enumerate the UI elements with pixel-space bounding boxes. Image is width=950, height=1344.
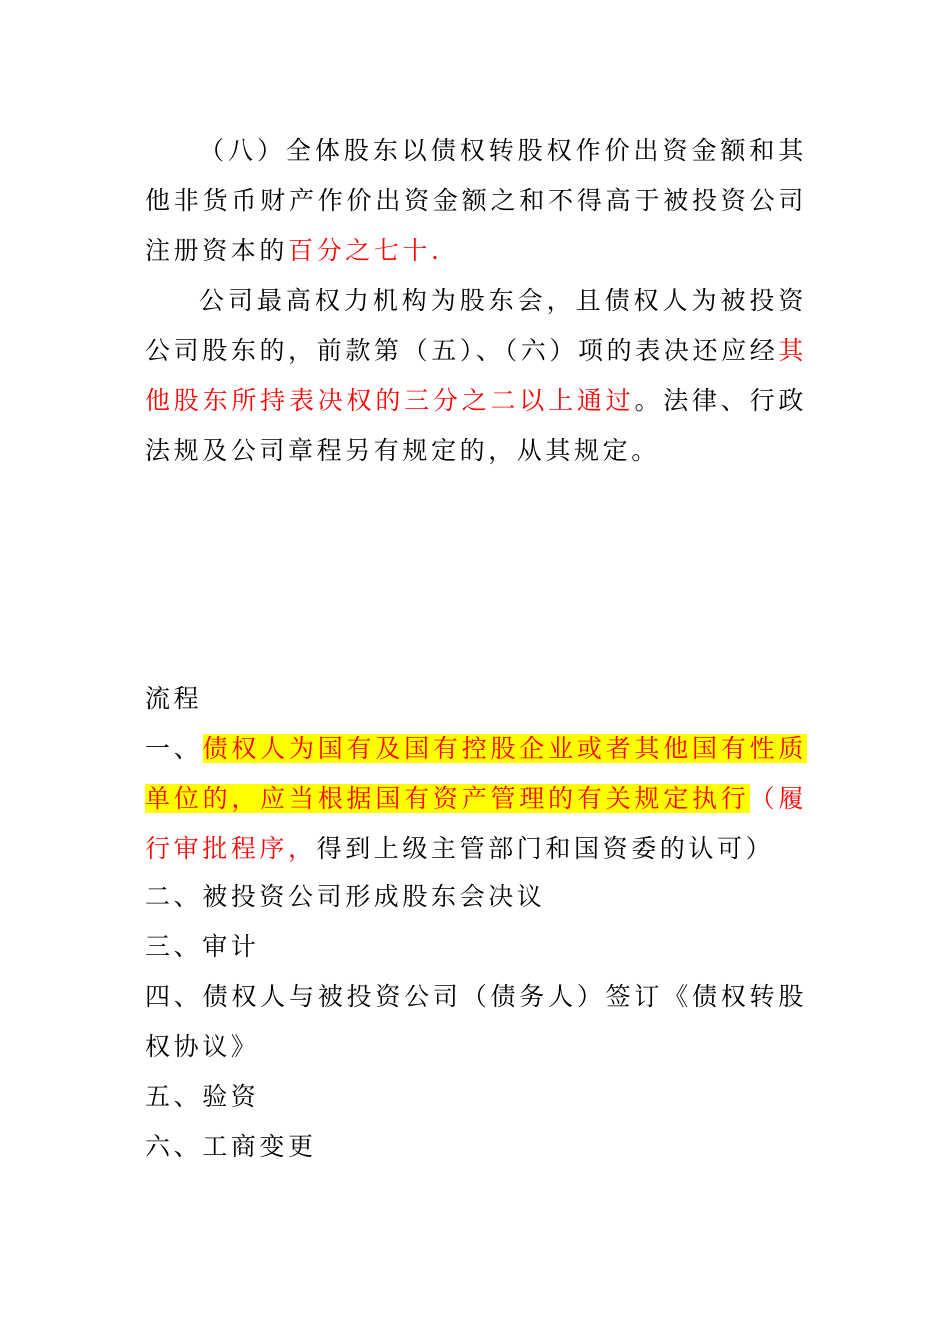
process-step-1 [145, 724, 807, 874]
paragraph-text: 。法律、行政法规及公司章程另有规定的，从其规定。 [145, 386, 807, 465]
process-step-5: 五、验资 [145, 1082, 260, 1111]
process-step-2: 二、被投资公司形成股东会决议 [145, 882, 546, 911]
step-number: 一、 [145, 734, 203, 763]
red-emphasis-text: 百分之七十. [288, 236, 443, 265]
highlighted-text: 债权人为国有及国有控股企业或者其他国有性质单位的，应当根据国有资产管理的有关规定执行 [145, 734, 808, 813]
process-step-6: 六、工商变更 [145, 1132, 317, 1161]
paragraph-text: 公司最高权力机构为股东会，且债权人为被投资公司股东的，前款第（五）、（六）项的表决还应经 [145, 286, 807, 365]
paragraph-voting-rule [145, 276, 807, 476]
red-emphasis-text: 其他股东所持表决权的三分之二以上通过 [145, 336, 807, 415]
section-title-process: 流程 [145, 684, 203, 713]
step-text: 得到上级主管部门和国资委的认可） [316, 834, 775, 863]
paragraph-text: （八）全体股东以债权转股权作价出资金额和其他非货币财产作价出资金额之和不得高于被投资公司注册资本的 [145, 136, 807, 265]
process-step-4: 四、债权人与被投资公司（债务人）签订《债权转股权协议》 [145, 982, 807, 1061]
red-emphasis-text: （履行审批程序， [145, 784, 807, 863]
process-step-3: 三、审计 [145, 932, 260, 961]
paragraph-capital-limit [145, 126, 807, 276]
